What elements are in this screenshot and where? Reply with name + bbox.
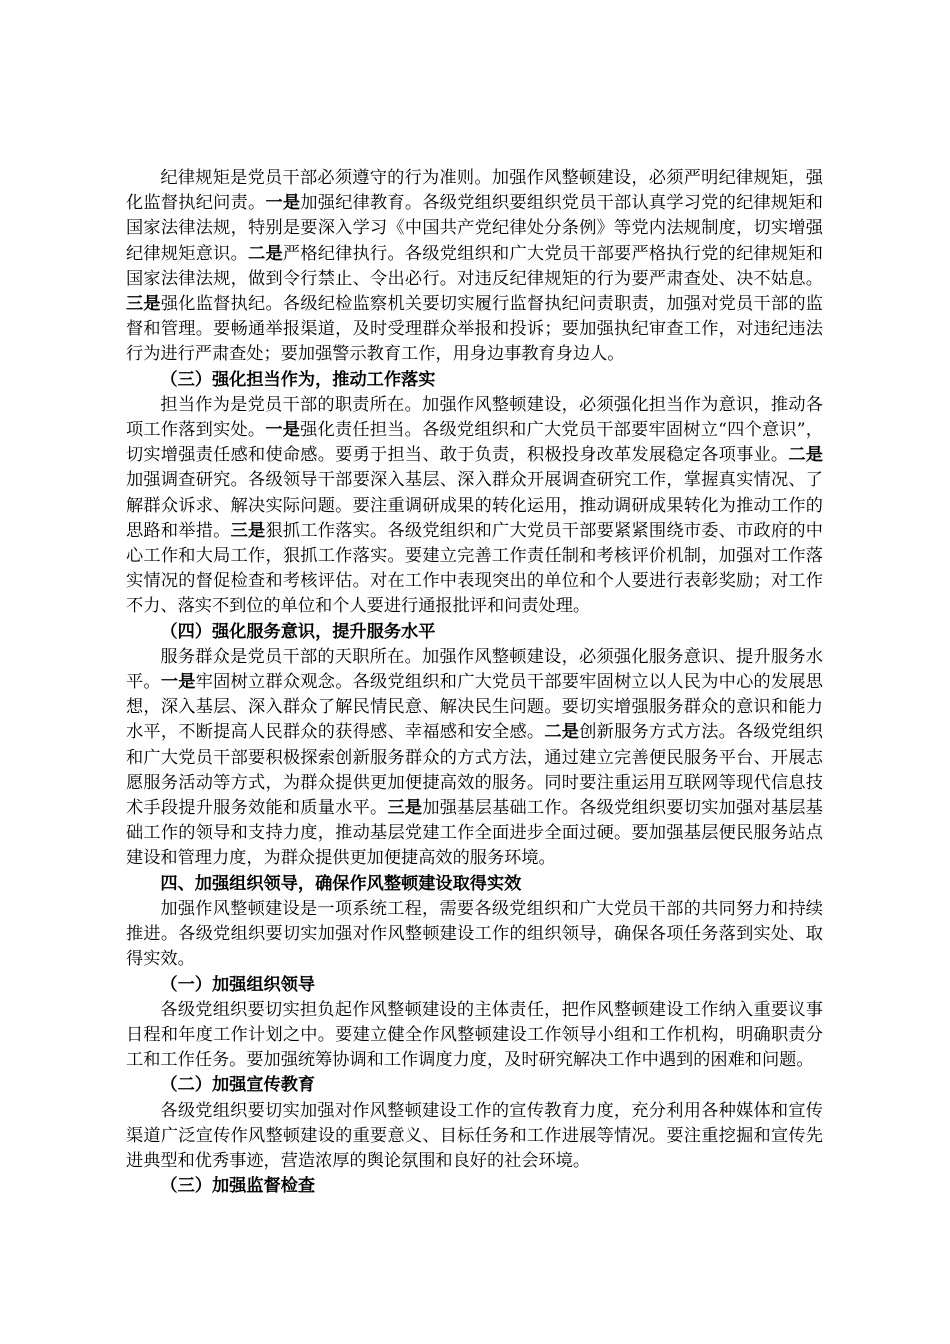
section-heading (126, 1174, 823, 1199)
text-run: 加强纪律教育。各级党组织要组织党员干部认真学习党的纪律规矩和国家法律法规，特别是要深入学习《中国共产党纪律处分条例》等党内法规制度，切实增强纪律规矩意识。 (126, 193, 823, 264)
body-paragraph (126, 998, 823, 1074)
text-run: 各级党组织要切实担负起作风整顿建设的主体责任，把作风整顿建设工作纳入重要议事日程和年度工作计划之中。要建立健全作风整顿建设工作领导小组和工作机构，明确职责分工和工作任务。要加强统筹协调和工作调度力度，及时研究解决工作中遇到的困难和问题。 (126, 999, 823, 1071)
section-heading (126, 1073, 823, 1098)
text-run: 纪律规矩是党员干部必须遵守的行为准则。加强作风整顿建设，必须严明纪律规矩，强化监督执纪问责。 (126, 168, 823, 214)
emphasis-marker: 二是 (788, 445, 823, 466)
emphasis-marker: 三是 (230, 520, 266, 541)
text-run: 狠抓工作落实。各级党组织和广大党员干部要紧紧围绕市委、市政府的中心工作和大局工作，狠抓工作落实。要建立完善工作责任制和考核评价机制，加强对工作落实情况的督促检查和考核评估。对在工作中表现突出的单位和个人要进行表彰奖励；对工作不力、落实不到位的单位和个人要进行通报批评和问责处理。 (126, 520, 823, 617)
emphasis-marker: 三是 (387, 798, 423, 819)
section-heading (126, 973, 823, 998)
body-paragraph (126, 166, 823, 368)
emphasis-marker: 一是 (265, 420, 301, 441)
text-run: 加强作风整顿建设是一项系统工程，需要各级党组织和广大党员干部的共同努力和持续推进。各级党组织要切实加强对作风整顿建设工作的组织领导，确保各项任务落到实处、取得实效。 (126, 898, 823, 970)
document-body (126, 166, 823, 1199)
text-run: （二）加强宣传教育 (160, 1075, 316, 1096)
emphasis-marker: 二是 (544, 722, 580, 743)
text-run: （三）强化担当作为，推动工作落实 (160, 369, 436, 390)
text-run: 四、加强组织领导，确保作风整顿建设取得实效 (160, 873, 522, 894)
body-paragraph (126, 645, 823, 872)
text-run: 各级党组织要切实加强对作风整顿建设工作的宣传教育力度，充分利用各种媒体和宣传渠道广泛宣传作风整顿建设的重要意义、目标任务和工作进展等情况。要注重挖掘和宣传先进典型和优秀事迹，营造浓厚的舆论氛围和良好的社会环境。 (126, 1100, 823, 1171)
text-run: （四）强化服务意识，提升服务水平 (160, 621, 436, 642)
text-run: 强化责任担当。各级党组织和广大党员干部要牢固树立“四个意识”，切实增强责任感和使命感。要勇于担当、敢于负责，积极投身改革发展稳定各项事业。 (126, 420, 823, 466)
body-paragraph (126, 1099, 823, 1175)
text-run: 加强调查研究。各级领导干部要深入基层、深入群众开展调查研究工作，掌握真实情况、了解群众诉求、解决实际问题。要注重调研成果的转化运用，推动调研成果转化为推动工作的思路和举措。 (126, 470, 823, 541)
text-run: 强化监督执纪。各级纪检监察机关要切实履行监督执纪问责职责，加强对党员干部的监督和管理。要畅通举报渠道，及时受理群众举报和投诉；要加强执纪审查工作，对违纪违法行为进行严肃查处；要加强警示教育工作，用身边事教育身边人。 (126, 294, 823, 365)
section-heading (126, 368, 823, 393)
text-run: 创新服务方式方法。各级党组织和广大党员干部要积极探索创新服务群众的方式方法，通过建立完善便民服务平台、开展志愿服务活动等方式，为群众提供更加便捷高效的服务。同时要注重运用互联网等现代信息技术手段提升服务效能和质量水平。 (126, 722, 823, 819)
section-heading (126, 620, 823, 645)
text-run: 牢固树立群众观念。各级党组织和广大党员干部要牢固树立以人民为中心的发展思想，深入基层、深入群众了解民情民意、解决民生问题。要切实增强服务群众的意识和能力水平，不断提高人民群众的获得感、幸福感和安全感。 (126, 672, 823, 743)
body-paragraph (126, 393, 823, 620)
text-run: 服务群众是党员干部的天职所在。加强作风整顿建设，必须强化服务意识、提升服务水平。 (126, 646, 823, 693)
section-heading (126, 872, 823, 897)
text-run: 严格纪律执行。各级党组织和广大党员干部要严格执行党的纪律规矩和国家法律法规，做到令行禁止、令出必行。对违反纪律规矩的行为要严肃查处、决不姑息。 (126, 243, 823, 289)
emphasis-marker: 一是 (265, 193, 301, 214)
text-run: （三）加强监督检查 (160, 1176, 316, 1197)
body-paragraph (126, 897, 823, 973)
text-run: 加强基层基础工作。各级党组织要切实加强对基层基础工作的领导和支持力度，推动基层党建工作全面进步全面过硬。要加强基层便民服务站点建设和管理力度，为群众提供更加便捷高效的服务环境。 (126, 798, 823, 869)
emphasis-marker: 二是 (248, 243, 283, 264)
emphasis-marker: 一是 (160, 672, 196, 693)
text-run: 担当作为是党员干部的职责所在。加强作风整顿建设，必须强化担当作为意识，推动各项工作落到实处。 (126, 394, 823, 441)
emphasis-marker: 三是 (126, 294, 161, 315)
text-run: （一）加强组织领导 (160, 974, 316, 995)
